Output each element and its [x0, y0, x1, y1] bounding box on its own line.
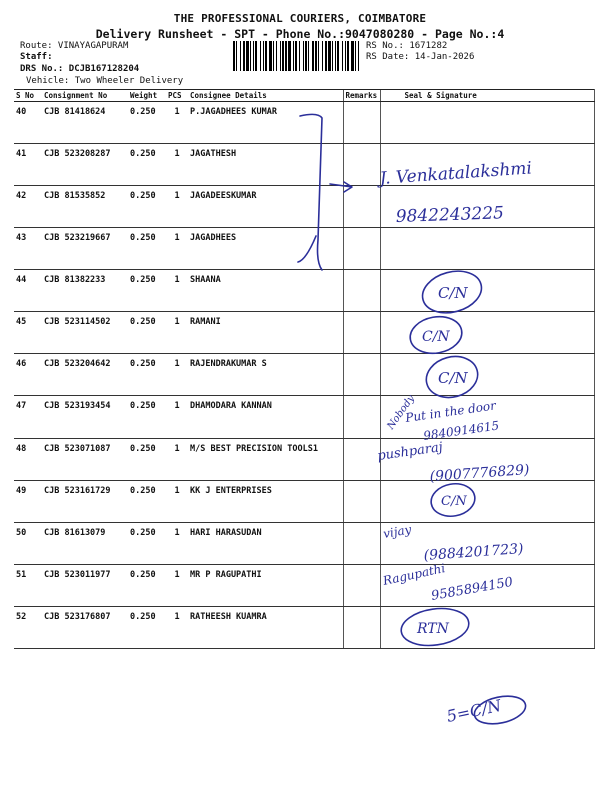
barcode-bar — [328, 41, 331, 71]
cell-sno: 51 — [14, 564, 42, 606]
cell-signature — [380, 186, 594, 228]
cell-remarks — [343, 102, 380, 144]
barcode-bar — [253, 41, 254, 71]
barcode-bar — [288, 41, 291, 71]
table-header-row — [14, 90, 594, 102]
barcode-bar — [260, 41, 261, 71]
cell-pcs: 1 — [166, 480, 188, 522]
cell-consignee: JAGADHEES — [188, 228, 343, 270]
barcode-bar — [269, 41, 272, 71]
col-header-weight: Weight — [128, 90, 166, 102]
cell-consignment: CJB 523208287 — [42, 144, 128, 186]
vehicle-label: Vehicle: Two Wheeler Delivery — [26, 76, 184, 86]
cell-sno: 42 — [14, 186, 42, 228]
cell-consignee: P.JAGADHEES KUMAR — [188, 102, 343, 144]
barcode-bar — [276, 41, 277, 71]
company-name: THE PROFESSIONAL COURIERS, COIMBATORE — [173, 12, 427, 25]
cell-signature — [380, 102, 594, 144]
cell-consignee: M/S BEST PRECISION TOOLS1 — [188, 438, 343, 480]
table-row — [14, 396, 594, 438]
cell-consignee: SHAANA — [188, 270, 343, 312]
cell-signature — [380, 522, 594, 564]
col-header-consignment: Consignment No — [42, 90, 128, 102]
barcode-bar — [246, 41, 249, 71]
table-row — [14, 144, 594, 186]
col-header-signature: Seal & Signature — [380, 90, 594, 102]
cell-remarks — [343, 522, 380, 564]
stamp-cn-46: C/N — [438, 369, 468, 387]
cell-sno: 40 — [14, 102, 42, 144]
barcode-bar — [347, 41, 349, 71]
cell-consignee: DHAMODARA KANNAN — [188, 396, 343, 438]
cell-consignee: RAJENDRAKUMAR S — [188, 354, 343, 396]
drs-number — [20, 64, 139, 75]
cell-signature — [380, 144, 594, 186]
stamp-rtn-52: RTN — [417, 621, 449, 637]
barcode-bar — [285, 41, 287, 71]
total-note: 5=C/N — [444, 695, 503, 726]
cell-sno: 47 — [14, 396, 42, 438]
barcode-bar — [322, 41, 323, 71]
cell-remarks — [343, 144, 380, 186]
cell-sno: 48 — [14, 438, 42, 480]
table-row — [14, 606, 594, 648]
cell-pcs: 1 — [166, 186, 188, 228]
barcode-bar — [358, 41, 359, 71]
barcode-bar — [299, 41, 300, 71]
drs-value: DCJB167128204 — [68, 64, 140, 74]
cell-sno: 50 — [14, 522, 42, 564]
cell-remarks — [343, 480, 380, 522]
cell-consignment: CJB 523114502 — [42, 312, 128, 354]
cell-signature — [380, 312, 594, 354]
cell-consignment: CJB 523204642 — [42, 354, 128, 396]
cell-remarks — [343, 270, 380, 312]
col-header-pcs: PCS — [166, 90, 188, 102]
cell-weight: 0.250 — [128, 480, 166, 522]
cell-consignment: CJB 523219667 — [42, 228, 128, 270]
cell-sno: 43 — [14, 228, 42, 270]
col-header-sno: S No — [14, 90, 42, 102]
cell-remarks — [343, 228, 380, 270]
barcode-bar — [243, 41, 245, 71]
rs-date: RS Date: 14-Jan-2026 — [366, 52, 475, 62]
cell-pcs: 1 — [166, 270, 188, 312]
cell-consignee: HARI HARASUDAN — [188, 522, 343, 564]
cell-signature — [380, 564, 594, 606]
barcode-bar — [273, 41, 274, 71]
cell-signature — [380, 354, 594, 396]
col-header-consignee: Consignee Details — [188, 90, 343, 102]
barcode-bar — [303, 41, 304, 71]
cell-consignment: CJB 523176807 — [42, 606, 128, 648]
table-row — [14, 228, 594, 270]
cell-consignee: RAMANI — [188, 312, 343, 354]
cell-pcs: 1 — [166, 312, 188, 354]
note-50-b: (9884201723) — [423, 541, 525, 564]
cell-sno: 46 — [14, 354, 42, 396]
barcode-bar — [280, 41, 281, 71]
drs-label: DRS No.: — [20, 64, 64, 74]
cell-remarks — [343, 396, 380, 438]
cell-sno: 44 — [14, 270, 42, 312]
stamp-cn-45: C/N — [422, 329, 450, 345]
cell-remarks — [343, 354, 380, 396]
barcode-bar — [315, 41, 317, 71]
table-row — [14, 564, 594, 606]
cell-weight: 0.250 — [128, 438, 166, 480]
cell-signature — [380, 228, 594, 270]
stamp-cn-49: C/N — [441, 494, 467, 509]
barcode-bar — [295, 41, 297, 71]
cell-signature — [380, 606, 594, 648]
cell-pcs: 1 — [166, 522, 188, 564]
table-row — [14, 438, 594, 480]
table-row — [14, 480, 594, 522]
barcode-bar — [345, 41, 346, 71]
cell-consignment: CJB 523193454 — [42, 396, 128, 438]
cell-remarks — [343, 186, 380, 228]
cell-pcs: 1 — [166, 564, 188, 606]
barcode-bar — [282, 41, 284, 71]
table-row — [14, 522, 594, 564]
route-label: Route: VINAYAGAPURAM — [20, 41, 129, 51]
stamp-cn-44: C/N — [438, 284, 468, 302]
cell-consignment: CJB 523071087 — [42, 438, 128, 480]
table-row — [14, 270, 594, 312]
barcode-bar — [250, 41, 251, 71]
cell-pcs: 1 — [166, 228, 188, 270]
barcode-bar — [351, 41, 354, 71]
note-51-b: 9585894150 — [430, 574, 515, 604]
sig-name: J. Venkatalakshmi — [378, 158, 533, 189]
cell-sno: 49 — [14, 480, 42, 522]
barcode-bar — [308, 41, 309, 71]
cell-sno: 45 — [14, 312, 42, 354]
cell-consignment: CJB 523011977 — [42, 564, 128, 606]
cell-consignee: KK J ENTERPRISES — [188, 480, 343, 522]
note-48-a: pushparaj — [376, 439, 444, 464]
table-row — [14, 312, 594, 354]
barcode-bar — [263, 41, 264, 71]
cell-pcs: 1 — [166, 102, 188, 144]
cell-remarks — [343, 312, 380, 354]
cell-pcs: 1 — [166, 354, 188, 396]
barcode-bar — [318, 41, 319, 71]
cell-pcs: 1 — [166, 438, 188, 480]
runsheet-title: Delivery Runsheet - SPT - Phone No.:9047080280 - Page No.:4 — [95, 27, 505, 41]
cell-pcs: 1 — [166, 396, 188, 438]
delivery-table — [14, 89, 595, 649]
cell-signature — [380, 396, 594, 438]
cell-sno: 41 — [14, 144, 42, 186]
rs-number: RS No.: 1671282 — [366, 41, 448, 51]
barcode-bar — [265, 41, 267, 71]
table-row — [14, 102, 594, 144]
cell-signature — [380, 270, 594, 312]
barcode-bar — [355, 41, 356, 71]
barcode-bar — [293, 41, 294, 71]
cell-signature — [380, 480, 594, 522]
barcode-bar — [305, 41, 307, 71]
cell-consignee: MR P RAGUPATHI — [188, 564, 343, 606]
cell-consignment: CJB 81613079 — [42, 522, 128, 564]
table-row — [14, 186, 594, 228]
cell-weight: 0.250 — [128, 312, 166, 354]
cell-weight: 0.250 — [128, 186, 166, 228]
note-47-b: Put in the door — [404, 398, 497, 425]
barcode-bar — [312, 41, 314, 71]
cell-remarks — [343, 564, 380, 606]
note-48-b: (9007776829) — [429, 462, 531, 485]
barcode-bar — [255, 41, 257, 71]
cell-weight: 0.250 — [128, 396, 166, 438]
barcode — [233, 41, 361, 71]
note-51-a: Ragupathi — [381, 561, 447, 588]
cell-weight: 0.250 — [128, 102, 166, 144]
barcode-bar — [332, 41, 333, 71]
cell-weight: 0.250 — [128, 270, 166, 312]
cell-consignment: CJB 81382233 — [42, 270, 128, 312]
note-47-c: 9840914615 — [422, 418, 501, 443]
cell-weight: 0.250 — [128, 606, 166, 648]
barcode-bar — [337, 41, 339, 71]
note-50-a: vijay — [382, 522, 413, 541]
cell-consignee: RATHEESH KUAMRA — [188, 606, 343, 648]
barcode-bar — [335, 41, 336, 71]
barcode-bar — [233, 41, 235, 71]
sig-phone: 9842243225 — [395, 203, 505, 227]
staff-label: Staff: — [20, 52, 53, 62]
cell-weight: 0.250 — [128, 522, 166, 564]
cell-weight: 0.250 — [128, 144, 166, 186]
cell-consignee: JAGATHESH — [188, 144, 343, 186]
note-47-a: Nobody — [385, 393, 417, 432]
cell-remarks — [343, 438, 380, 480]
table-row — [14, 354, 594, 396]
cell-consignment: CJB 81418624 — [42, 102, 128, 144]
cell-weight: 0.250 — [128, 354, 166, 396]
cell-consignee: JAGADEESKUMAR — [188, 186, 343, 228]
cell-sno: 52 — [14, 606, 42, 648]
cell-remarks — [343, 606, 380, 648]
stamp-circle-total — [472, 692, 528, 728]
barcode-bar — [240, 41, 241, 71]
cell-signature — [380, 438, 594, 480]
cell-consignment: CJB 523161729 — [42, 480, 128, 522]
barcode-bar — [342, 41, 343, 71]
cell-pcs: 1 — [166, 144, 188, 186]
barcode-bar — [325, 41, 327, 71]
cell-pcs: 1 — [166, 606, 188, 648]
col-header-remarks: Remarks — [343, 90, 380, 102]
cell-weight: 0.250 — [128, 564, 166, 606]
barcode-bar — [236, 41, 237, 71]
cell-consignment: CJB 81535852 — [42, 186, 128, 228]
cell-weight: 0.250 — [128, 228, 166, 270]
